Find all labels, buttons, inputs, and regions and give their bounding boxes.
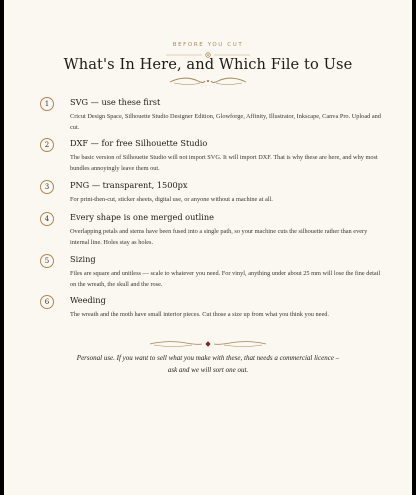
item-heading: PNG — transparent, 1500px <box>70 180 188 190</box>
page-title: What's In Here, and Which File to Use <box>63 56 353 73</box>
item-number-badge: 2 <box>40 138 54 152</box>
flourish-divider-icon <box>4 76 412 86</box>
item-heading: Weeding <box>70 295 106 305</box>
item-heading: Sizing <box>70 254 96 264</box>
item-heading: Every shape is one merged outline <box>70 212 215 222</box>
item-number-badge: 5 <box>40 254 54 268</box>
item-number-badge: 6 <box>40 295 54 309</box>
item-number-badge: 1 <box>40 97 54 111</box>
item-heading: DXF — for free Silhouette Studio <box>70 138 208 148</box>
item-heading: SVG — use these first <box>70 97 161 107</box>
item-body: For print-then-cut, sticker sheets, digital use, or anyone without a machine at all. <box>70 196 273 203</box>
diamond-divider-icon <box>4 339 412 349</box>
item-number-badge: 3 <box>40 180 54 194</box>
item-body: Files are square and unitless — scale to whatever you need. For vinyl, anything under about 25 mm will lose the fine detail on the wreath, the skull and the rose. <box>70 270 381 288</box>
item-body: Overlapping petals and stems have been fused into a single path, so your machine cuts the silhouette rather than every internal line. Holes stay as holes. <box>70 228 368 246</box>
item-body: The basic version of Silhouette Studio will not import SVG. It will import DXF. That is why these are here, and why most bundles annoyingly leave them out. <box>70 154 378 172</box>
item-number-badge: 4 <box>40 212 54 226</box>
eyebrow-label: BEFORE YOU CUT <box>172 42 244 48</box>
licence-note: Personal use. If you want to sell what you make with these, that needs a commercial licence – ask and we will sort one out. <box>76 354 340 374</box>
item-body: The wreath and the moth have small interior pieces. Cut those a size up from what you think you need. <box>70 311 329 318</box>
page <box>4 0 412 495</box>
item-body: Cricut Design Space, Silhouette Studio Designer Edition, Glowforge, Affinity, Illustrator, Inkscape, Canva Pro. Upload and cut. <box>70 113 381 131</box>
